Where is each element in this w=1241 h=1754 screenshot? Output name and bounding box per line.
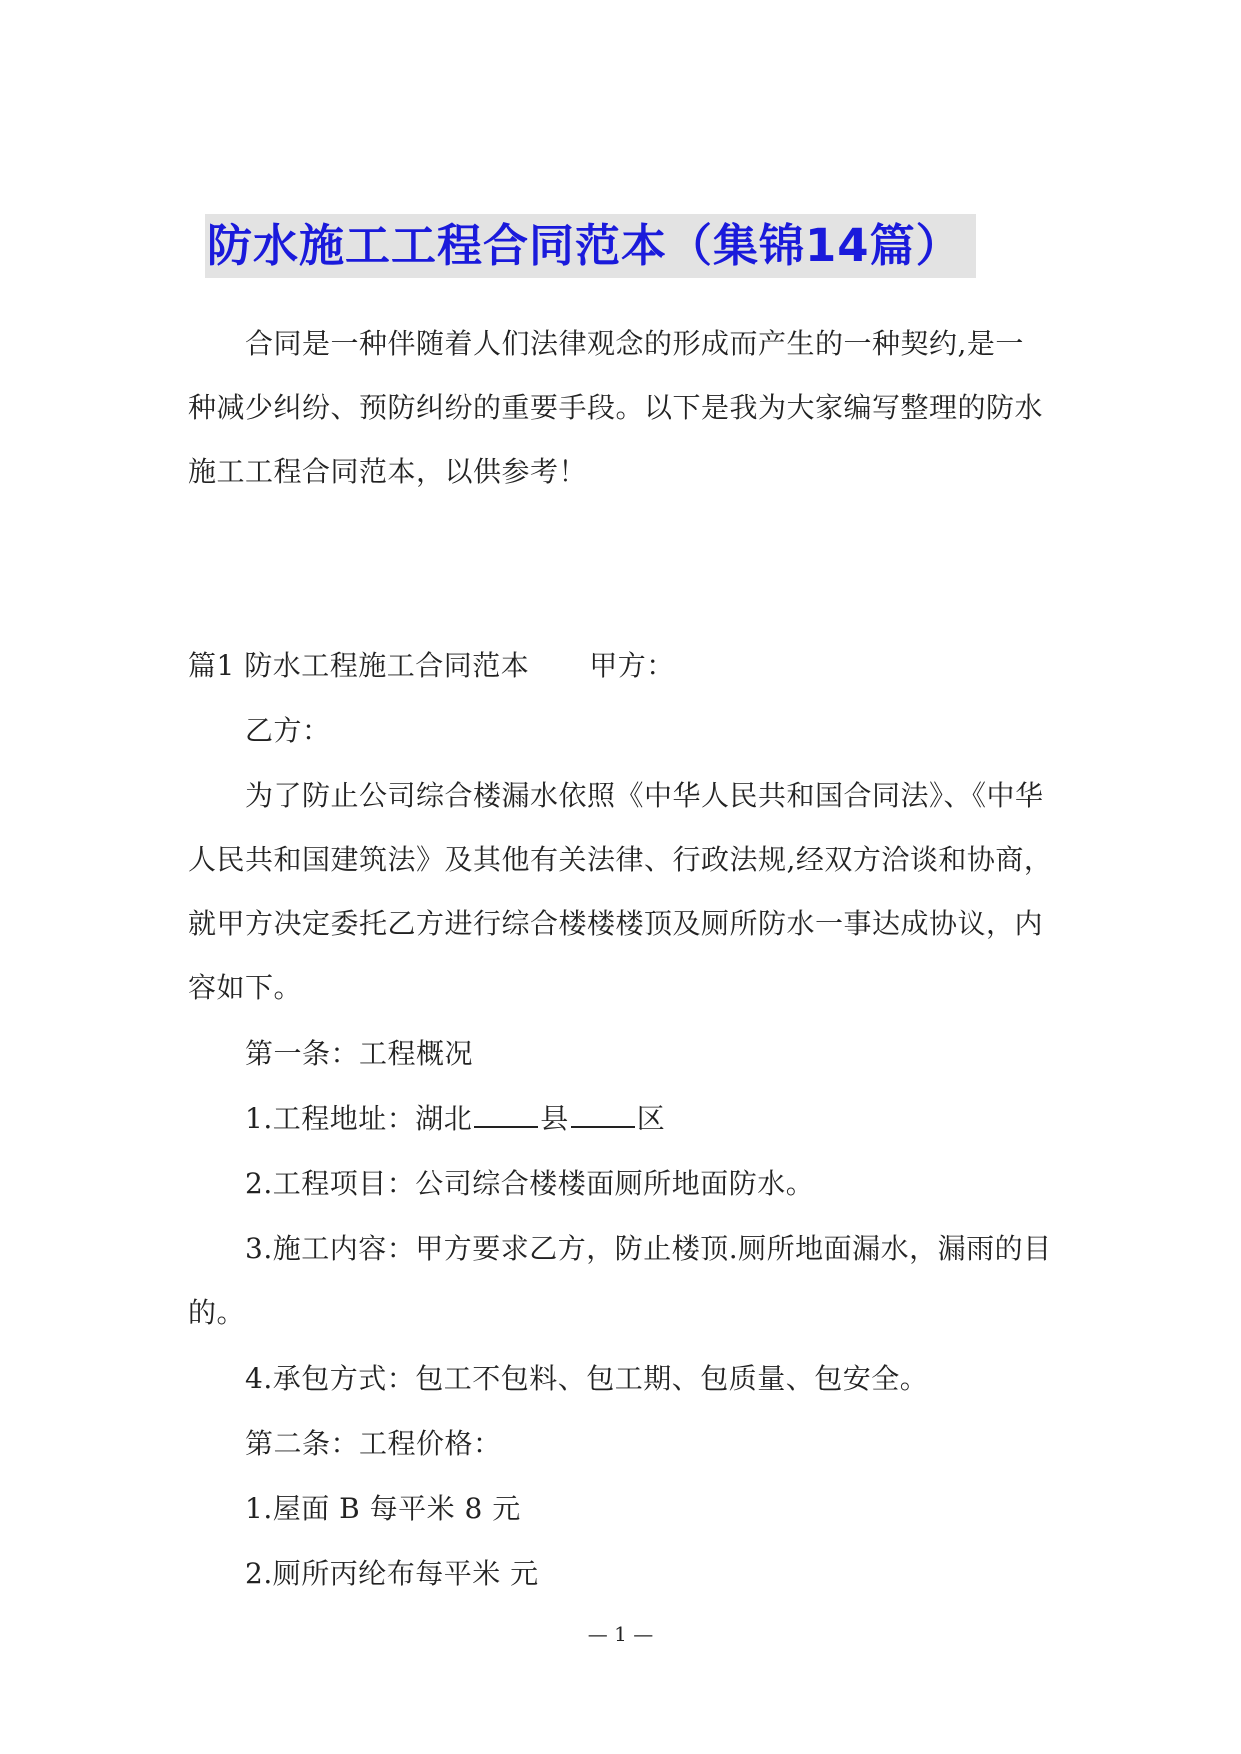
item-2-project: 2.工程项目：公司综合楼楼面厕所地面防水。 <box>245 1167 815 1200</box>
intro-line-1: 合同是一种伴随着人们法律观念的形成而产生的一种契约,是一 <box>245 327 1024 360</box>
price-item-1: 1.屋面 B 每平米 8 元 <box>245 1492 521 1525</box>
item-1-prefix: 1.工程地址：湖北 <box>245 1102 473 1135</box>
item-1-address <box>245 1099 665 1139</box>
party-a-label: 甲方： <box>589 649 675 682</box>
page-number: — 1 — <box>587 1622 654 1646</box>
price-item-2: 2.厕所丙纶布每平米 元 <box>245 1557 539 1590</box>
item-3-line-1: 3.施工内容：甲方要求乙方，防止楼顶.厕所地面漏水，漏雨的目 <box>245 1232 1052 1265</box>
district-blank <box>571 1100 635 1128</box>
article-1-heading: 第一条：工程概况 <box>245 1037 474 1070</box>
party-b-label: 乙方： <box>245 714 331 747</box>
item-1-suffix: 区 <box>636 1102 666 1135</box>
item-3-line-2: 的。 <box>188 1296 246 1329</box>
clause-para-line-3: 就甲方决定委托乙方进行综合楼楼楼顶及厕所防水一事达成协议，内 <box>188 907 1044 940</box>
county-blank <box>474 1100 538 1128</box>
document-title: 防水施工工程合同范本（集锦14篇） <box>205 214 976 278</box>
item-4-contract-type: 4.承包方式：包工不包料、包工期、包质量、包安全。 <box>245 1362 929 1395</box>
intro-line-2: 种减少纠纷、预防纠纷的重要手段。以下是我为大家编写整理的防水 <box>188 391 1044 424</box>
article-2-heading: 第二条：工程价格： <box>245 1427 502 1460</box>
section-heading-row <box>188 646 675 686</box>
clause-para-line-4: 容如下。 <box>188 971 303 1004</box>
section-heading: 篇1 防水工程施工合同范本 <box>188 649 530 682</box>
item-1-mid: 县 <box>540 1102 569 1135</box>
clause-para-line-1: 为了防止公司综合楼漏水依照《中华人民共和国合同法》、《中华 <box>245 779 1044 812</box>
intro-line-3: 施工工程合同范本，以供参考！ <box>188 455 588 488</box>
clause-para-line-2: 人民共和国建筑法》及其他有关法律、行政法规,经双方洽谈和协商， <box>188 843 1053 876</box>
